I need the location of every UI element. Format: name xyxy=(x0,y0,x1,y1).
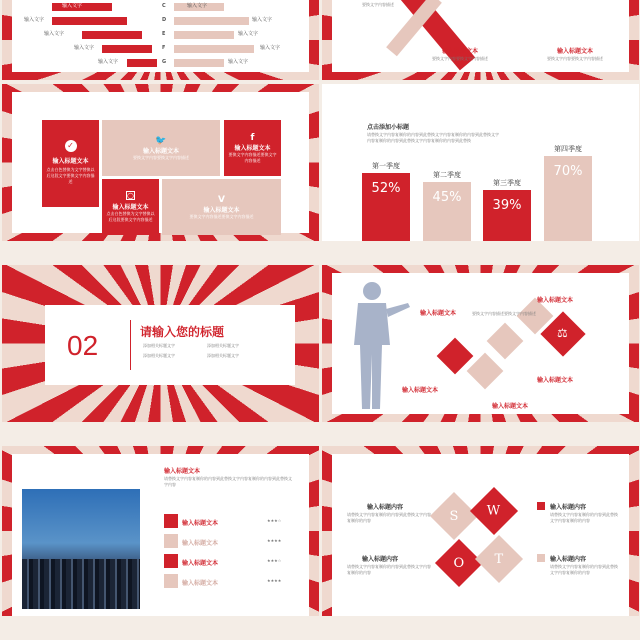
letter: D xyxy=(162,17,167,23)
node-title: 输入标题文本 xyxy=(402,387,439,394)
list-item: 添加相关标题文字 xyxy=(143,343,175,348)
swot-title: 输入标题内容 xyxy=(550,504,587,511)
slide-3[interactable] xyxy=(2,84,319,241)
swot-title: 输入标题内容 xyxy=(550,556,587,563)
box-body: 点击白色替换为文字替换以后这段文字要换文字内容描述 xyxy=(46,167,95,184)
list-item: 添加相关标题文字 xyxy=(207,343,239,348)
node-body: 要换文字内容描述要换文字内容描述 xyxy=(472,311,536,316)
node-title: 输入标题文本 xyxy=(492,403,529,410)
divider xyxy=(130,320,131,370)
feature-box[interactable] xyxy=(42,120,99,207)
scale-icon: ⚖ xyxy=(557,326,568,340)
list-item: 添加相关标题文字 xyxy=(143,353,175,358)
node-title: 输入标题文本 xyxy=(537,377,574,384)
row-title: 输入标题文本 xyxy=(182,520,219,527)
arrow-label: 输入文字 xyxy=(74,45,95,51)
arrow-bar xyxy=(174,45,254,53)
swot-t: T xyxy=(475,535,523,583)
chart-category-label: 第四季度 xyxy=(554,145,582,153)
arrow-bar xyxy=(52,17,127,25)
slide-4[interactable] xyxy=(322,84,639,241)
content-body: 请替换文字内容复制你的内容到此替换文字内容复制你的内容到此替换文字内容 xyxy=(164,476,292,487)
arrow-bar xyxy=(174,17,249,25)
arrow-label: 输入文字 xyxy=(260,45,281,51)
swot-body: 请替换文字内容复制你的内容到此替换文字内容复制你的内容 xyxy=(550,512,618,523)
slide-8[interactable] xyxy=(322,446,639,616)
slide-card xyxy=(332,0,629,72)
letter: G xyxy=(162,59,167,65)
arrow-label: 输入文字 xyxy=(252,17,273,23)
chart-bar: 39% xyxy=(483,190,531,241)
swot-marker xyxy=(537,502,545,510)
slide-card xyxy=(12,454,309,616)
letter: C xyxy=(162,3,166,9)
row-stars: ★★★☆ xyxy=(267,518,282,523)
slide-card xyxy=(12,92,309,233)
slide-7[interactable] xyxy=(2,446,319,616)
chart-title: 点击添加小标题 xyxy=(367,124,410,131)
row-title: 输入标题文本 xyxy=(182,580,219,587)
slide-5[interactable] xyxy=(2,265,319,422)
arrow-label: 输入文字 xyxy=(98,59,119,65)
swot-body: 请替换文字内容复制你的内容到此替换文字内容复制你的内容 xyxy=(550,564,618,575)
city-photo xyxy=(22,489,140,609)
slide-card xyxy=(12,0,309,72)
section-title: 请输入您的标题 xyxy=(140,325,225,339)
skyline xyxy=(22,559,140,609)
arrow-bar xyxy=(127,59,157,67)
chart-bar: 70% xyxy=(544,156,592,241)
swot-w: W xyxy=(470,487,518,535)
feature-box[interactable] xyxy=(162,179,281,235)
feature-box[interactable] xyxy=(102,179,159,235)
hex-node xyxy=(487,323,524,360)
swot-body: 请替换文字内容复制你的内容到此替换文字内容复制你的内容 xyxy=(347,564,431,575)
section-title: 输入标题文本 xyxy=(557,48,594,55)
chart-category-label: 第二季度 xyxy=(433,171,461,179)
row-marker xyxy=(164,574,178,588)
row-marker xyxy=(164,514,178,528)
arrow-bar xyxy=(174,31,234,39)
arrow-bar xyxy=(102,45,152,53)
swot-o: O xyxy=(435,539,483,587)
chart-category-label: 第三季度 xyxy=(493,179,521,187)
box-title: 输入标题文本 xyxy=(52,158,89,165)
slide-6[interactable] xyxy=(322,265,639,422)
box-body: 点击白色替换为文字替换以后这段要换文字内容描述 xyxy=(106,211,155,222)
feature-box[interactable] xyxy=(102,120,220,176)
row-stars: ★★★★ xyxy=(267,578,282,583)
content-title: 输入标题文本 xyxy=(164,468,201,475)
instagram-icon: ○ xyxy=(127,191,134,200)
chart-desc: 请替换文字内容复制你的内容到此替换文字内容复制你的内容到此替换文字内容复制你的内容到此替换文字内容复制你的内容到此替换 xyxy=(367,132,499,143)
facebook-icon: f xyxy=(250,132,255,143)
row-title: 输入标题文本 xyxy=(182,540,219,547)
letter: E xyxy=(162,31,166,37)
vimeo-icon: V xyxy=(218,194,225,205)
node-title: 输入标题文本 xyxy=(537,297,574,304)
arrow-bar xyxy=(82,31,142,39)
node-title: 输入标题文本 xyxy=(420,310,457,317)
check-icon: ✓ xyxy=(65,140,77,152)
desc-text: 要换文字内容描述 xyxy=(362,2,394,7)
arrow-label: 输入文字 xyxy=(62,3,83,9)
box-title: 输入标题文本 xyxy=(203,206,240,214)
feature-box[interactable] xyxy=(224,120,281,176)
box-body: 要换文字内容描述要换文字内容描述 xyxy=(189,213,254,219)
row-title: 输入标题文本 xyxy=(182,560,219,567)
slide-2[interactable] xyxy=(322,0,639,80)
row-stars: ★★★☆ xyxy=(267,558,282,563)
bar-chart xyxy=(362,144,592,241)
letter: F xyxy=(162,45,166,51)
arrow-bar xyxy=(174,59,224,67)
section-body: 要换文字内容要换文字内容描述 xyxy=(547,56,603,61)
section-title: 输入标题文本 xyxy=(442,48,479,55)
slide-card xyxy=(332,273,629,414)
box-title: 输入标题文本 xyxy=(234,144,271,152)
title-card xyxy=(45,305,295,385)
arrow-label: 输入文字 xyxy=(44,31,65,37)
box-title: 输入标题文本 xyxy=(112,204,149,211)
swot-title: 输入标题内容 xyxy=(362,556,399,563)
list-item: 添加相关标题文字 xyxy=(207,353,239,358)
box-body: 要换文字内容要换文字内容描述 xyxy=(133,154,189,160)
swot-s: S xyxy=(430,492,478,540)
twitter-icon: 🐦 xyxy=(155,135,167,146)
row-stars: ★★★★ xyxy=(267,538,282,543)
arrow-label: 输入文字 xyxy=(238,31,259,37)
hex-node xyxy=(467,353,504,390)
arrow-label: 输入文字 xyxy=(24,17,45,23)
arrow-label: 输入文字 xyxy=(228,59,249,65)
chart-bar: 45% xyxy=(423,182,471,241)
chart-bar: 52% xyxy=(362,173,410,241)
box-body: 要换文字内容描述要换文字内容描述 xyxy=(228,151,277,163)
slide-1[interactable] xyxy=(2,0,319,80)
section-number: 02 xyxy=(67,330,99,361)
slide-card xyxy=(332,454,629,616)
row-marker xyxy=(164,554,178,568)
swot-title: 输入标题内容 xyxy=(367,504,404,511)
swot-body: 请替换文字内容复制你的内容到此替换文字内容复制你的内容 xyxy=(347,512,431,523)
box-title: 输入标题文本 xyxy=(142,147,179,155)
arrow-label: 输入文字 xyxy=(187,3,208,9)
chart-category-label: 第一季度 xyxy=(372,162,400,170)
swot-marker xyxy=(537,554,545,562)
row-marker xyxy=(164,534,178,548)
section-body: 要换文字内容要换文字内容描述 xyxy=(432,56,488,61)
